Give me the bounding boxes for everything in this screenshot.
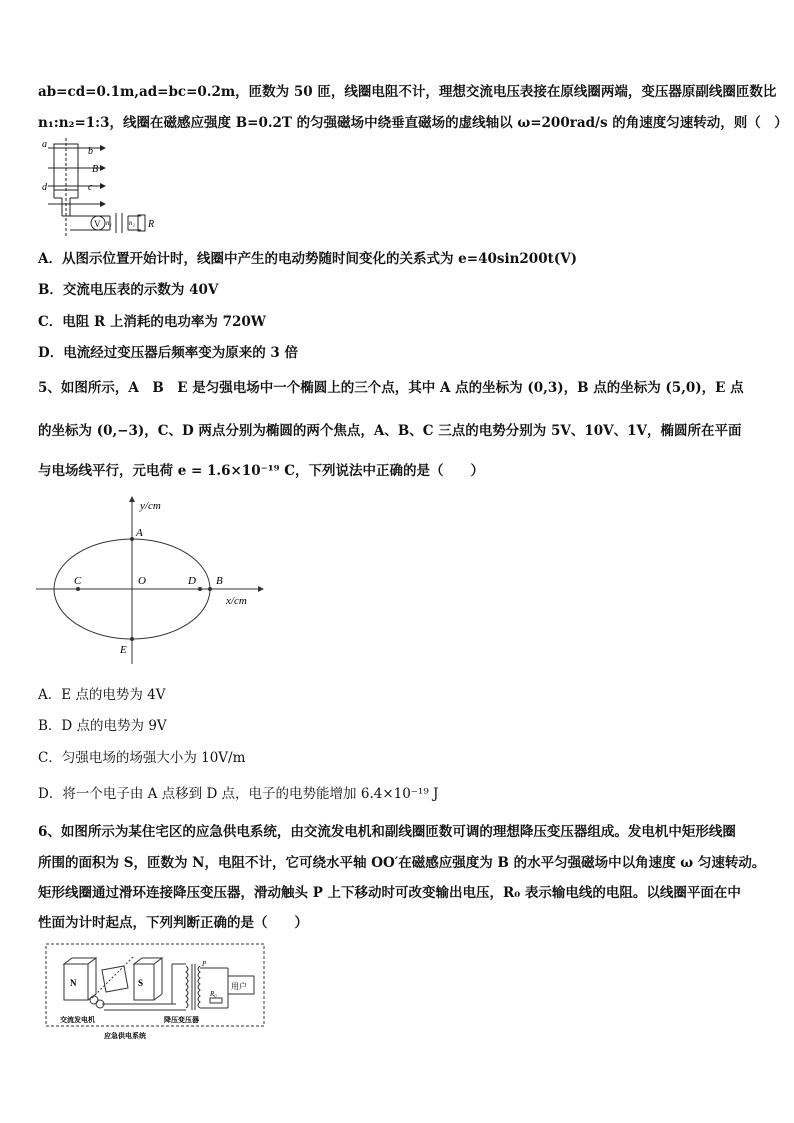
q5-point-d-label: D bbox=[188, 575, 196, 587]
q4-label-R: R bbox=[148, 219, 155, 230]
q5-point-a-label: A bbox=[136, 527, 143, 539]
q5-line2: 的坐标为 (0,−3)，C、D 两点分别为椭圆的两个焦点，A、B、C 三点的电势分别为 5V、10V、1V，椭圆所在平面 bbox=[38, 423, 742, 439]
q6-line4: 性面为计时起点，下列判断正确的是（ ） bbox=[38, 915, 308, 931]
q6-transformer-label: 降压变压器 bbox=[164, 1016, 199, 1024]
q6-line3: 矩形线圈通过滑环连接降压变压器，滑动触头 P 上下移动时可改变输出电压，R₀ 表示输电线的电阻。以线圈平面在中 bbox=[38, 885, 741, 901]
q4-stem-line2: n₁:n₂=1:3，线圈在磁感应强度 B=0.2T 的匀强磁场中绕垂直磁场的虚线轴以 ω=200rad/s 的角速度匀速转动，则（ ） bbox=[38, 115, 788, 131]
q4-label-n1: n₁ bbox=[106, 219, 112, 227]
q4-label-c: c bbox=[88, 182, 93, 193]
q4-label-d: d bbox=[42, 182, 47, 193]
q4-option-c: C．电阻 R 上消耗的电功率为 720W bbox=[38, 314, 266, 330]
q4-option-b: B．交流电压表的示数为 40V bbox=[38, 282, 219, 298]
q4-option-d: D．电流经过变压器后频率变为原来的 3 倍 bbox=[38, 345, 298, 361]
q6-p-label: P bbox=[202, 960, 207, 968]
q6-r0-label: R₀ bbox=[210, 990, 217, 998]
q5-point-c-label: C bbox=[74, 575, 82, 587]
q5-line3: 与电场线平行，元电荷 e = 1.6×10⁻¹⁹ C，下列说法中正确的是（ ） bbox=[38, 463, 484, 479]
q4-label-field: B bbox=[92, 164, 99, 175]
q6-line1: 6、如图所示为某住宅区的应急供电系统，由交流发电机和副线圈匝数可调的理想降压变压器组成。发电机中矩形线圈 bbox=[38, 824, 736, 840]
q6-system-label: 应急供电系统 bbox=[104, 1032, 146, 1040]
q4-voltmeter-label: V bbox=[94, 219, 101, 229]
q5-ellipse-figure bbox=[36, 496, 266, 668]
q5-point-b-label: B bbox=[216, 575, 223, 587]
q5-option-a: A．E 点的电势为 4V bbox=[38, 687, 166, 703]
q5-x-axis-label: x/cm bbox=[226, 595, 247, 607]
q6-magnet-s-label: S bbox=[138, 978, 144, 988]
q5-option-b: B．D 点的电势为 9V bbox=[38, 718, 167, 734]
q6-line2: 所围的面积为 S，匝数为 N，电阻不计，它可绕水平轴 OO′在磁感应强度为 B 的水平匀强磁场中以角速度 ω 匀速转动。 bbox=[38, 855, 766, 871]
q5-y-axis-label: y/cm bbox=[140, 500, 161, 512]
q5-line1: 5、如图所示，A B E 是匀强电场中一个椭圆上的三个点，其中 A 点的坐标为 (0,3)，B 点的坐标为 (5,0)，E 点 bbox=[38, 380, 744, 396]
q5-option-c: C．匀强电场的场强大小为 10V/m bbox=[38, 750, 246, 766]
q5-option-d: D．将一个电子由 A 点移到 D 点，电子的电势能增加 6.4×10⁻¹⁹ J bbox=[38, 786, 439, 802]
q6-magnet-n-label: N bbox=[70, 978, 77, 988]
q4-coil-figure bbox=[40, 138, 170, 243]
q4-stem-line1: ab=cd=0.1m,ad=bc=0.2m，匝数为 50 匝，线圈电阻不计，理想交流电压表接在原线圈两端，变压器原副线圈匝数比 bbox=[38, 84, 777, 100]
q4-label-n2: n₂ bbox=[129, 219, 135, 227]
q4-label-b: b bbox=[88, 146, 93, 157]
q6-generator-label: 交流发电机 bbox=[60, 1016, 95, 1024]
q6-generator-figure bbox=[44, 942, 274, 1042]
q6-user-label: 用户 bbox=[231, 982, 247, 991]
q5-point-e-label: E bbox=[120, 644, 127, 656]
q4-label-a: a bbox=[42, 139, 47, 150]
q5-origin-label: O bbox=[138, 575, 146, 587]
q4-option-a: A．从图示位置开始计时，线圈中产生的电动势随时间变化的关系式为 e=40sin200t(V) bbox=[38, 251, 578, 267]
